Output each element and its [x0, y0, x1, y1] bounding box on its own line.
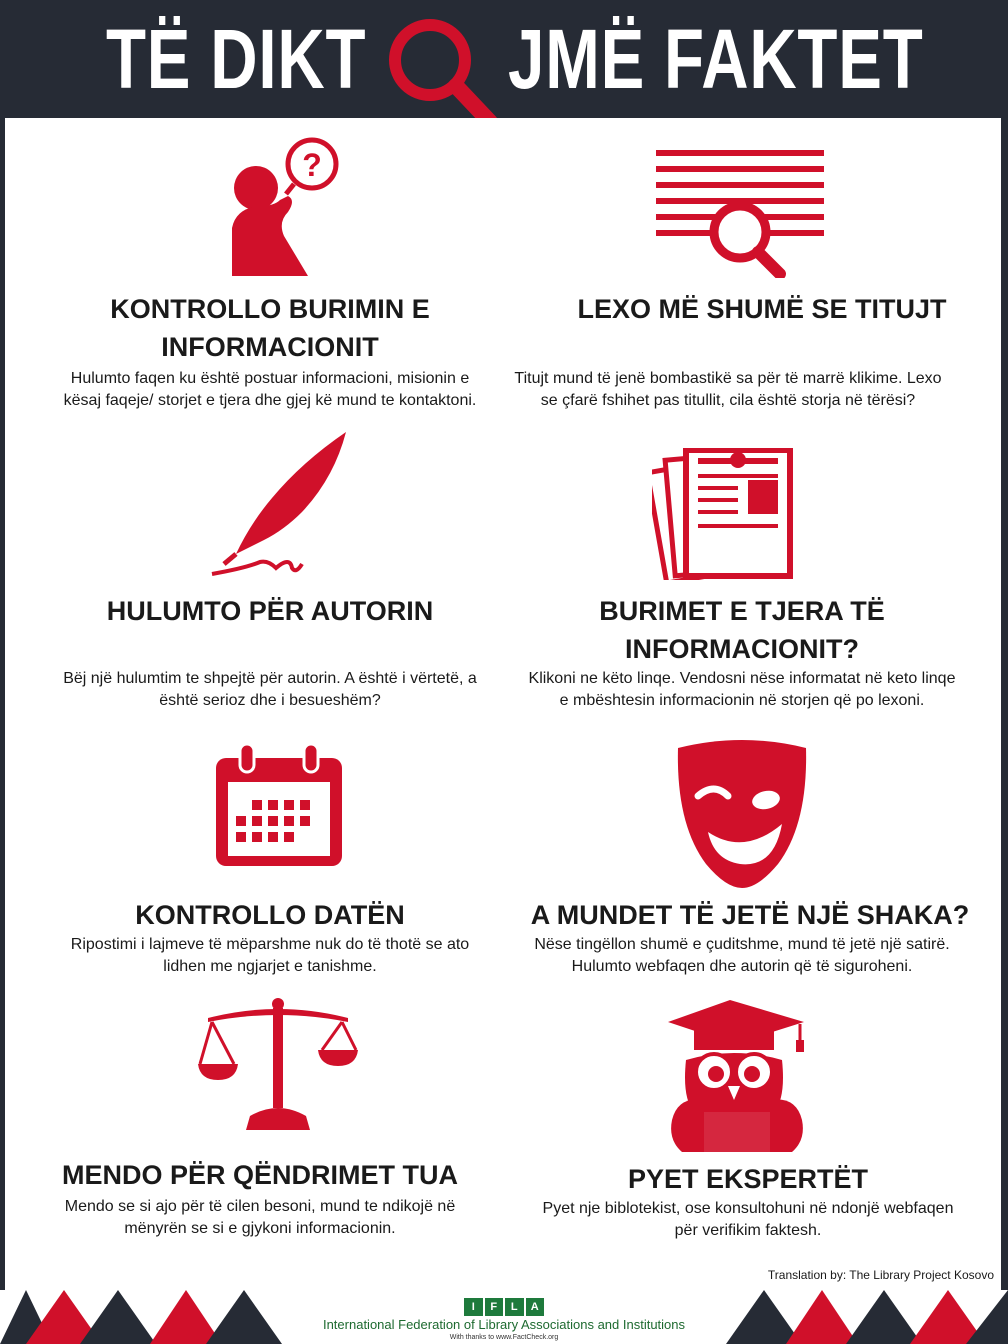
ifla-logo: I F L A — [464, 1298, 544, 1316]
item1-description: Hulumto faqen ku është postuar informacioni, misionin e kësaj faqeje/ storjet e tjera dhe gjej kë mund te kontaktoni. — [63, 370, 477, 409]
item2-description: Titujt mund të jenë bombastikë sa për të marrë klikime. Lexo se çfarë fshihet pas titullit, cila është storja në tërësi? — [514, 370, 942, 409]
item7-heading: MENDO PËR QËNDRIMET TUA — [61, 1160, 458, 1190]
translation-credit: Translation by: The Library Project Kosovo — [767, 1268, 994, 1282]
scales-icon — [198, 996, 358, 1132]
calendar-icon — [214, 742, 344, 868]
header-banner — [0, 0, 1008, 118]
item3-description: Bëj një hulumtim te shpejtë për autorin. A është i vërtetë, a është serioz dhe i besueshëm? — [63, 670, 477, 709]
title-right: JMË FAKTET — [508, 12, 924, 106]
item2-heading: LEXO MË SHUMË SE TITUJT — [577, 294, 947, 324]
page-title — [0, 4, 1008, 114]
quill-icon — [206, 428, 356, 578]
item8-description: Pyet nje biblotekist, ose konsultohuni në ndonjë webfaqen për verifikim faktesh. — [542, 1200, 954, 1239]
title-left: TË DIKT — [106, 12, 367, 106]
documents-icon — [652, 448, 794, 580]
item5-description: Ripostimi i lajmeve të mëparshme nuk do të thotë se ato lidhen me ngjarjet e tanishme. — [70, 936, 470, 975]
item1-heading: KONTROLLO BURIMIN E INFORMACIONIT — [110, 294, 430, 362]
svg-text:?: ? — [302, 147, 322, 183]
ifla-org-name: International Federation of Library Associations and Institutions — [322, 1317, 686, 1332]
item3-heading: HULUMTO PËR AUTORIN — [106, 596, 434, 626]
factcheck-thanks: With thanks to www.FactCheck.org — [449, 1334, 559, 1341]
item5-heading: KONTROLLO DATËN — [135, 900, 405, 930]
item4-description: Klikoni ne këto linqe. Vendosni nëse informatat në keto linqe e mbështesin informacionin në storjen që po lexoni. — [528, 670, 956, 709]
item8-heading: PYET EKSPERTËT — [627, 1164, 869, 1194]
text-magnifier-icon — [652, 148, 828, 278]
item7-description: Mendo se si ajo për të cilen besoni, mund te ndikojë në mënyrën se si e gjykoni informacionin. — [64, 1198, 456, 1237]
item6-description: Nëse tingëllon shumë e çuditshme, mund të jetë një satirë. Hulumto webfaqen dhe autorin që të siguroheni. — [534, 936, 950, 975]
item6-heading: A MUNDET TË JETË NJË SHAKA? — [530, 900, 970, 930]
person-question-icon — [222, 136, 342, 276]
theater-mask-icon — [674, 738, 810, 890]
item4-heading: BURIMET E TJERA TË INFORMACIONIT? — [599, 596, 885, 664]
owl-graduate-icon — [664, 1000, 810, 1152]
